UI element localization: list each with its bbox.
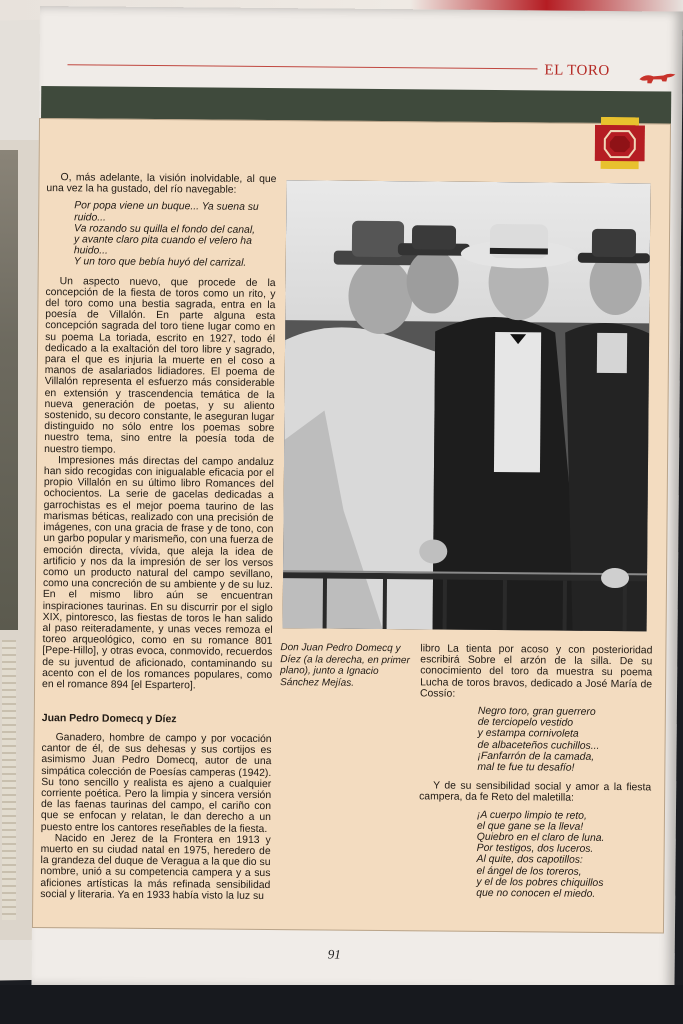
verse-line: de terciopelo vestido [477,717,574,729]
section-title: Juan Pedro Domecq y Díez [41,712,177,726]
left-column-lower [40,732,271,902]
paragraph: Nacido en Jerez de la Frontera en 1913 y muerto en su ciudad natal en 1975, heredero de la grandeza del duque de Veragua a la que dio su nombre, unió a su competencia campera y a sus aficiones artísticas la más refinada sensibilidad social y literaria. Ya en 1933 había visto la luz su [40,832,271,902]
paragraph: Ganadero, hombre de campo y por vocación cantor de él, de sus dehesas y sus cortijos es asimismo Juan Pedro Domecq, autor de una simpática colección de Poesías camperas (1942). Su tono sencillo y realista es ajeno a cualquier corriente poética. Pero la limpia y sincera versión de las faenas taurinas del campo, el cariño con que se enfocan y relatan, le dan derecho a un puesto entre los cantores reseñables de la fiesta. [40,732,272,835]
photo-illustration [283,180,651,631]
photo-caption: Don Juan Pedro Domecq y Díez (a la derecha, en primer plano), junto a Ignacio Sánchez Mejías. [280,642,410,689]
verse-line: ¡Fanfarrón de la camada, [477,750,595,763]
verse-line: ¡A cuerpo limpio te reto, [476,809,587,822]
left-page-text-fragment [2,640,16,920]
paragraph: Y de su sensibilidad social y amor a la fiesta campera, da fe Reto del maletilla: [419,780,652,805]
verse-line: Por testigos, dos luceros. [476,843,594,856]
left-column [42,172,277,692]
verse-line: y avante claro pita cuando el velero ha huido... [73,234,252,257]
verse-line: el que gane se la lleva! [476,820,584,833]
paragraph: Impresiones más directas del campo andaluz han sido recogidas con inigualable eficacia por el propio Villalón en su último libro Romances del ochocientos. La serie de gacelas dedicadas a garrochistas es el mejor poema taurino de las marismas béticas, realizado con una precisión de imágenes, con una gracia de frase y de tono, con un garbo popular y marismeño, con una fuerza de emoción directa, vívida, que aleja la idea de artificio y nos da la impresión de ser los versos como un producto natural del campo sevillano, como una concreción de su ambiente y de su luz. En el mismo libro aún se encuentran inspiraciones taurinas. En su discurrir por el siglo XIX, pintoresco, las fiestas de toros le han salido al paso reiteradamente, y unas veces remoza el toreo arqueológico, como en su romance 801 [Pepe-Hillo], y otras evoca, conmovido, recuerdos de su juventud de aficionado, contaminando su acento con el de los romances populares, como en el romance 894 [el Espartero]. [42,455,275,692]
verse-line: Al quite, dos capotillos: [476,854,583,867]
verse-line: y estampa cornivoleta [477,728,579,741]
paragraph: Un aspecto nuevo, que procede de la concepción de la fiesta de toros como un rito, y del toro como una bestia sagrada, entra en la poesía de Villalón. En parte alguna esta concepción sagrada del toro tiene lugar como en su poema La toriada, escrito en 1927, todo él dedicado a la exaltación del toro libre y sagrado, para el que es injuria la muerte en el coso a manos de asalariados lidiadores. El poema de Villalón representa el esfuerzo más considerable en extensión y trascendencia temática de la nueva generación de poetas, y su aliento sostenido, su decoro constante, le aseguran lugar distinguido no sólo entre los poemas sobre nuestro tema, sino entre la poesía toda de nuestro tiempo. [44,275,276,456]
background-bottom [0,985,683,1024]
verse-line: que no conocen el miedo. [476,887,596,900]
paragraph: libro La tienta por acoso y con posterioridad escribirá Sobre el arzón de la silla. De su conocimiento del toro da muestra su poema Lucha de toros bravos, dedicado a José María de Cossío: [419,643,653,700]
intro-paragraph: O, más adelante, la visión inolvidable, al que una vez la ha gustado, del río navegable: [46,172,277,196]
page-number: 91 [327,946,341,962]
verse-line: el ángel de los toreros, [476,865,582,878]
verse-line: Quiebro en el claro de luna. [476,831,605,845]
verse-line: mal te fue tu desafío! [477,761,575,774]
book-page [31,6,683,992]
verse-line: Por popa viene un buque... Ya suena su ruido... [74,200,259,224]
verse-1 [46,200,277,269]
verse-line: Y un toro que bebía huyó del carrizal. [73,256,247,270]
verse-line: y el de los pobres chiquillos [476,876,604,889]
header-rule [67,64,537,69]
verse-line: de albaceteños cuchillos... [477,739,600,752]
verse-2 [419,705,652,774]
verse-line: Negro toro, gran guerrero [477,705,596,718]
verse-line: Va rozando su quilla el fondo del canal, [74,223,256,236]
verse-3 [418,809,651,901]
right-column [418,643,652,908]
historical-photo [283,180,651,631]
left-page-photo-fragment [0,150,18,630]
bull-icon [637,69,677,87]
header-brand: EL TORO [544,62,610,79]
section-emblem-icon [595,117,645,169]
